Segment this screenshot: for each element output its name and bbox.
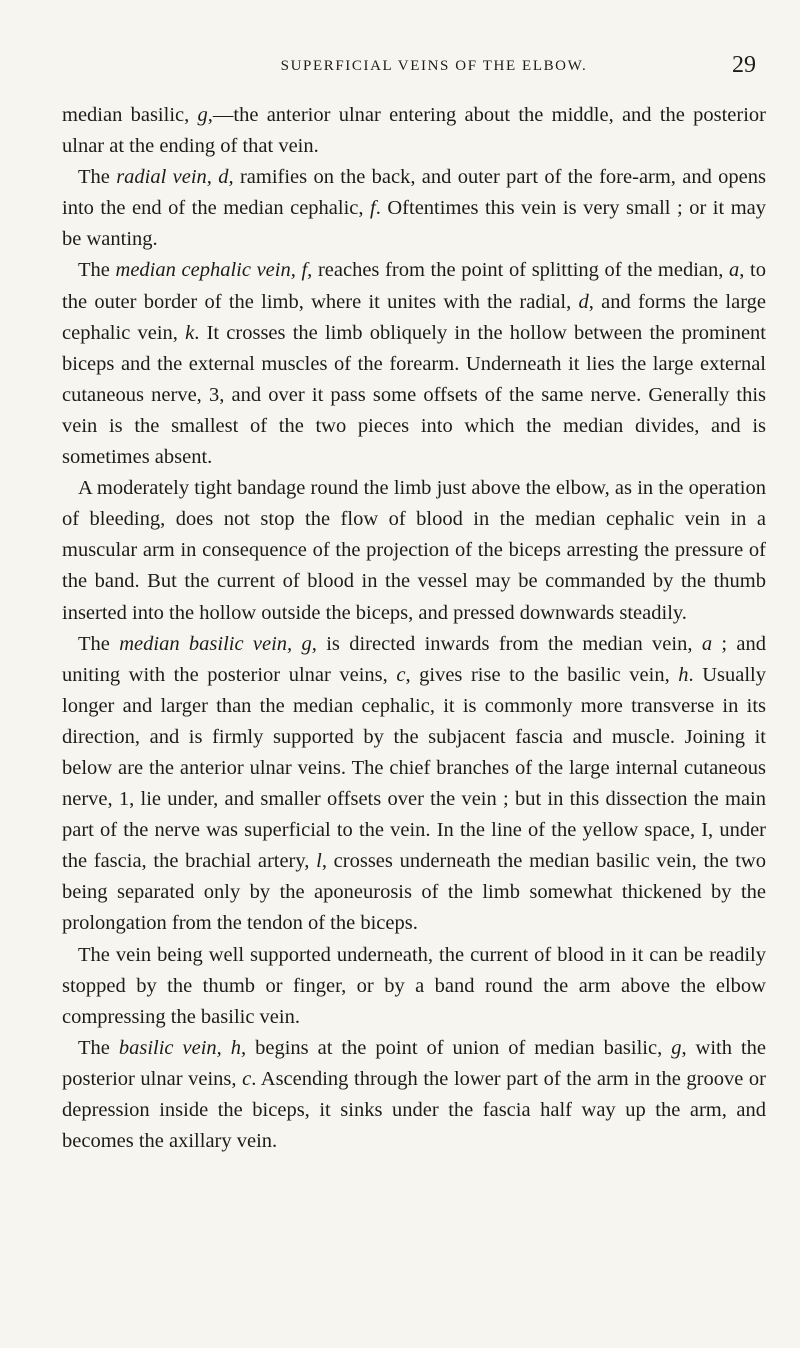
- italic-run: k: [185, 321, 195, 344]
- italic-run: median basilic vein, g,: [119, 632, 317, 655]
- text-run: The: [78, 1036, 119, 1059]
- text-run: , to the outer border of the limb, where it unites with the radial,: [62, 259, 766, 313]
- text-run: median basilic,: [62, 104, 198, 126]
- paragraph: [62, 940, 766, 1033]
- text-run: , with the posterior ulnar veins,: [62, 1036, 767, 1090]
- text-run: A moderately tight bandage round the limb just above the elbow, as in the operation of bleeding, does not stop the flow of blood in the median cephalic vein in a muscular arm in consequence of the projection of the biceps arresting the pressure of the band. But the current of blood in the vessel may be commanded by the thumb inserted into the hollow outside the biceps, and pressed downwards steadily.: [62, 477, 766, 624]
- text-run: , crosses underneath the median basilic vein, the two being separated only by the aponeurosis of the limb somewhat thickened by the prolongation from the tendon of the biceps.: [62, 850, 766, 935]
- italic-run: h: [678, 663, 689, 686]
- paragraph: [62, 629, 766, 940]
- paragraph: [62, 473, 766, 628]
- italic-run: g: [671, 1036, 682, 1059]
- text-run: . Oftentimes this vein is very small ; or it may be wanting.: [62, 197, 766, 251]
- text-run: begins at the point of union of median basilic,: [246, 1036, 672, 1059]
- text-run: The: [78, 166, 117, 189]
- body-text: [62, 100, 766, 1157]
- text-run: , and forms the large cephalic vein,: [62, 290, 766, 344]
- italic-run: median cephalic vein, f,: [115, 259, 313, 282]
- paragraph: [62, 100, 766, 162]
- italic-run: c: [242, 1067, 252, 1090]
- paragraph: [62, 255, 766, 473]
- text-run: . It crosses the limb obliquely in the hollow between the prominent biceps and the external muscles of the forearm. Underneath it lies the large external cutaneous nerve, 3, and over it pass some offsets of the same nerve. Generally this vein is the smallest of the two pieces into which the median divides, and is sometimes absent.: [62, 321, 766, 469]
- italic-run: c: [396, 663, 406, 686]
- text-run: . Ascending through the lower part of the arm in the groove or depression inside the biceps, it sinks under the fascia half way up the arm, and becomes the axillary vein.: [62, 1067, 766, 1153]
- italic-run: radial vein, d,: [116, 166, 234, 189]
- text-run: ramifies on the back, and outer part of the fore-arm, and opens into the end of the median cephalic,: [62, 166, 767, 220]
- text-run: The: [78, 259, 116, 282]
- italic-run: f: [370, 197, 376, 220]
- page-header: [62, 52, 766, 100]
- paragraph: [62, 1033, 766, 1157]
- italic-run: d: [578, 290, 589, 313]
- text-run: is directed inwards from the median vein,: [316, 632, 702, 655]
- text-run: . Usually longer and larger than the median cephalic, it is commonly more transverse in its direction, and is firmly supported by the subjacent fascia and muscle. Joining it below are the anterior ulnar veins. The chief branches of the large internal cutaneous nerve, 1, lie under, and smaller offsets over the vein ; but in this dissection the main part of the nerve was superficial to the vein. In the line of the yellow space, I, under the fascia, the brachial artery,: [62, 663, 766, 873]
- text-run: , gives rise to the basilic vein,: [405, 663, 679, 686]
- text-run: The: [78, 632, 120, 655]
- italic-run: a: [729, 259, 740, 282]
- text-run: reaches from the point of splitting of the median,: [312, 259, 730, 282]
- italic-run: basilic vein, h,: [118, 1036, 247, 1059]
- text-run: The vein being well supported underneath, the current of blood in it can be readily stopped by the thumb or finger, or by a band round the arm above the elbow compressing the basilic vein.: [62, 943, 766, 1028]
- italic-run: a: [701, 632, 713, 655]
- paragraph: [62, 162, 766, 255]
- text-run: ; and uniting with the posterior ulnar veins,: [62, 632, 767, 686]
- italic-run: l: [316, 850, 322, 873]
- italic-run: g: [197, 104, 208, 126]
- text-run: ,—the anterior ulnar entering about the middle, and the posterior ulnar at the ending of that vein.: [62, 104, 766, 158]
- page-number: 29: [732, 52, 756, 78]
- running-head: SUPERFICIAL VEINS OF THE ELBOW.: [280, 58, 588, 74]
